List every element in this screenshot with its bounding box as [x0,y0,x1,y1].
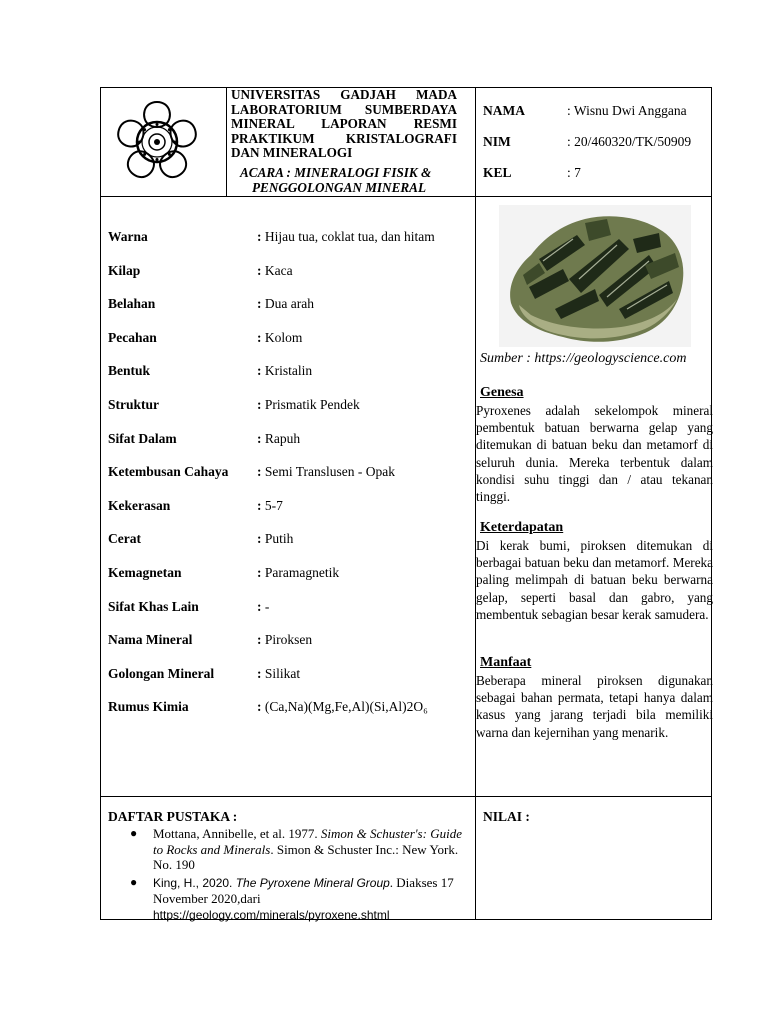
property-label: Kekerasan [108,497,171,513]
property-colon: : [257,329,265,345]
reference-item [120,875,466,924]
property-label: Kemagnetan [108,565,182,580]
property-value-text: Rapuh [264,430,301,446]
property-value-text: Kolom [264,329,303,345]
reference-item [120,826,466,873]
property-colon: : [257,497,265,513]
ugm-emblem-icon [110,99,204,185]
daftar-pustaka-title: DAFTAR PUSTAKA : [108,809,238,824]
property-colon: : [257,397,265,412]
kel-label: KEL [483,165,512,180]
property-colon: : [257,229,265,244]
property-value [257,699,428,715]
genesa-body: Pyroxenes adalah sekelompok mineral pembentuk batuan berwarna gelap yang ditemukan di batuan beku dan metamorf di seluruh dunia. Mereka terbentuk dalam kondisi suhu tinggi dan / atau tekanan tinggi. [476,403,713,505]
property-value-text: Piroksen [264,632,313,648]
mineral-photo [499,205,691,347]
acara-title [240,165,470,195]
property-value [257,498,283,514]
property-colon: : [257,699,265,715]
reference-url[interactable]: https://geology.com/minerals/pyroxene.shtml [153,907,390,922]
manfaat-body: Beberapa mineral piroksen digunakan sebagai bahan permata, tetapi hanya dalam kasus yang jarang terjadi bila memiliki warna dan kejernihan yang menarik. [476,673,713,740]
nim-value: : 20/460320/TK/50909 [567,134,692,149]
property-label: Rumus Kimia [108,699,189,715]
acara-line-1: ACARA : MINERALOGI FISIK & [240,165,432,180]
property-label: Nama Mineral [108,632,193,648]
property-value-text: Semi Translusen - Opak [264,464,396,480]
property-colon: : [257,632,265,648]
property-value-text: 5-7 [264,497,283,513]
property-value-text: Kaca [264,262,293,278]
property-colon: : [257,665,265,681]
property-value-text: Dua arah [264,296,314,312]
acara-line-2: PENGGOLONGAN MINERAL [252,180,427,195]
property-value [257,666,300,682]
property-value-text: Paramagnetik [264,565,340,580]
nilai-label: NILAI : [483,809,530,824]
reference-title: Simon & Schuster's: Guide to Rocks and Minerals [153,826,462,857]
reference-publisher: . Simon & Schuster Inc.: New York. No. 190 [153,841,459,873]
kel-value: : 7 [567,165,581,180]
property-label: Warna [108,229,148,244]
property-colon: : [257,262,265,278]
manfaat-title: Manfaat [480,655,532,670]
property-value [257,263,293,279]
property-value [257,531,293,547]
property-colon: : [257,531,265,547]
property-colon: : [257,464,265,480]
header-title: UNIVERSITAS GADJAH MADA LABORATORIUM SUMBERDAYA MINERAL LAPORAN RESMI PRAKTIKUM KRISTALOGRAFI DAN MINERALOGI [231,87,457,161]
property-colon: : [257,598,265,614]
reference-title: The Pyroxene Mineral Group [235,875,390,890]
property-label: Pecahan [108,329,157,345]
image-caption: Sumber : https://geologyscience.com [480,351,687,366]
property-label: Sifat Dalam [108,430,177,446]
reference-list [120,826,466,926]
divider-header [100,196,712,197]
property-value [257,565,339,581]
property-value-text: Hijau tua, coklat tua, dan hitam [264,229,435,244]
property-label: Kilap [108,262,141,278]
nim-label: NIM [483,134,511,149]
nama-value: : Wisnu Dwi Anggana [567,103,687,118]
property-colon: : [257,363,265,379]
divider-logo [226,87,227,196]
property-value-text: Kristalin [264,363,313,379]
property-label: Cerat [108,531,141,547]
property-colon: : [257,296,265,312]
divider-footer [100,796,712,797]
reference-author: King, H., 2020. [153,875,236,890]
property-value [257,464,395,480]
property-label: Golongan Mineral [108,665,215,681]
property-value [257,296,314,312]
property-value-text: Putih [264,531,294,547]
property-value [257,397,360,413]
reference-author: Mottana, Annibelle, et al. 1977. [153,826,321,841]
property-value [257,431,300,447]
property-label: Struktur [108,397,160,412]
genesa-title: Genesa [480,385,524,400]
property-value [257,363,312,379]
property-value-text: - [264,598,270,614]
keterdapatan-body: Di kerak bumi, piroksen ditemukan di berbagai batuan beku dan metamorf. Mereka paling melimpah di batuan beku berwarna gelap, seperti basal dan gabro, yang membentuk sebagian besar kerak samudera. [476,538,713,622]
property-label: Ketembusan Cahaya [108,464,229,480]
property-value [257,632,312,648]
bullet-icon: ● [130,826,138,840]
bullet-icon: ● [130,874,138,889]
property-label: Bentuk [108,363,151,379]
property-value-text: (Ca,Na)(Mg,Fe,Al)(Si,Al)2O₆ [264,699,428,715]
property-value [257,229,435,245]
property-value [257,330,302,346]
reference-accessed: . Diakses 17 November 2020,dari [153,874,454,907]
property-value-text: Prismatik Pendek [264,397,360,412]
property-value [257,599,269,615]
property-value-text: Silikat [264,665,301,681]
property-colon: : [257,565,265,580]
property-label: Belahan [108,296,156,312]
property-label: Sifat Khas Lain [108,598,199,614]
nama-label: NAMA [483,103,525,118]
keterdapatan-title: Keterdapatan [480,520,564,535]
property-colon: : [257,430,265,446]
